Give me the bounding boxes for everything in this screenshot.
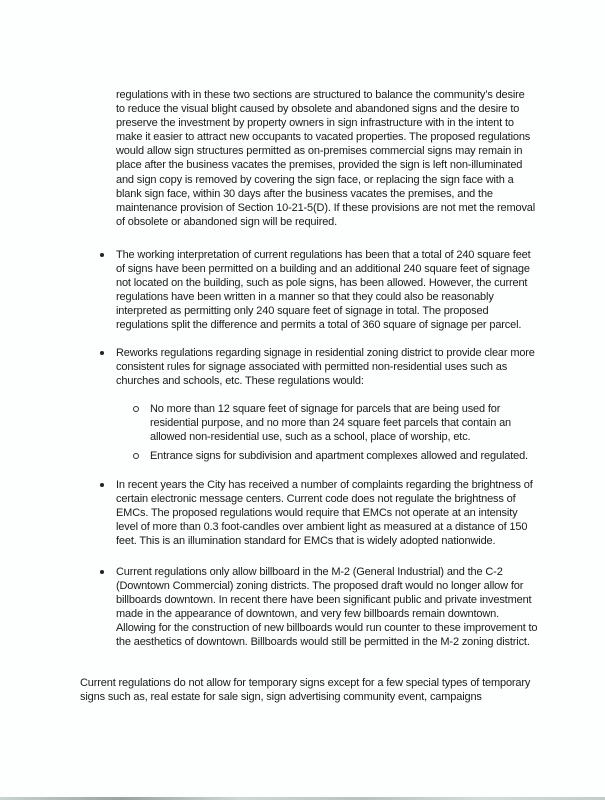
bullet-text: In recent years the City has received a number of complaints regarding the brightness of certain electronic message centers. Current code does not regulate the brightness of EMCs. The proposed regulations would require that EMCs not operate at an intensity level of more than 0.3 foot-candles over ambient light as measured at a distance of 150 feet. This is an illumination standard for EMCs that is widely adopted nationwide.: [116, 479, 533, 548]
circle-bullet-icon: [133, 453, 139, 459]
bullet-text: Reworks regulations regarding signage in residential zoning district to provide clear more consistent rules for signage associated with permitted non-residential uses such as churches and schools, etc. These regulations would:: [116, 347, 535, 388]
bullet-icon: [100, 351, 104, 355]
circle-bullet-icon: [133, 406, 139, 412]
sub-bullet-text: Entrance signs for subdivision and apartment complexes allowed and regulated.: [150, 450, 528, 462]
intro-paragraph: regulations with in these two sections are structured to balance the community’s desire to reduce the visual blight caused by obsolete and abandoned signs and the desire to preserve the investment by property owners in sign infrastructure with in the intent to make it easier to attract new occupants to vacated properties. The proposed regulations would allow sign structures permitted as on-premises commercial signs may remain in place after the business vacates the premises, provided the sign is left non-illuminated and sign copy is removed by covering the sign face, or replacing the sign face with a blank sign face, within 30 days after the business vacates the premises, and the maintenance provision of Section 10-21-5(D). If these provisions are not met the removal of obsolete or abandoned sign will be required.: [116, 89, 536, 228]
bullet-text: Current regulations only allow billboard in the M-2 (General Industrial) and the C-2 (Downtown Commercial) zoning districts. The proposed draft would no longer allow for billboards downtown. In recent there have been significant public and private investment made in the appearance of downtown, and very few billboards remain downtown. Allowing for the construction of new billboards would run counter to these improvement to the aesthetics of downtown. Billboards would still be permitted in the M-2 zoning district.: [116, 566, 538, 649]
bullet-icon: [100, 483, 104, 487]
bullet-icon: [100, 253, 104, 257]
bullet-icon: [100, 570, 104, 574]
sub-bullet-text: No more than 12 square feet of signage for parcels that are being used for residential purpose, and no more than 24 square feet parcels that contain an allowed non-residential use, such as a school, place of worship, etc.: [150, 403, 512, 444]
final-paragraph: Current regulations do not allow for temporary signs except for a few special types of temporary signs such as, real estate for sale sign, sign advertising community event, campaigns: [80, 677, 531, 704]
bullet-text: The working interpretation of current regulations has been that a total of 240 square feet of signs have been permitted on a building and an additional 240 square feet of signage not located on the building, such as pole signs, has been allowed. However, the current regulations have been written in a manner so that they could also be reasonably interpreted as permitting only 240 square feet of signage in total. The proposed regulations split the difference and permits a total of 360 square of signage per parcel.: [116, 249, 531, 332]
